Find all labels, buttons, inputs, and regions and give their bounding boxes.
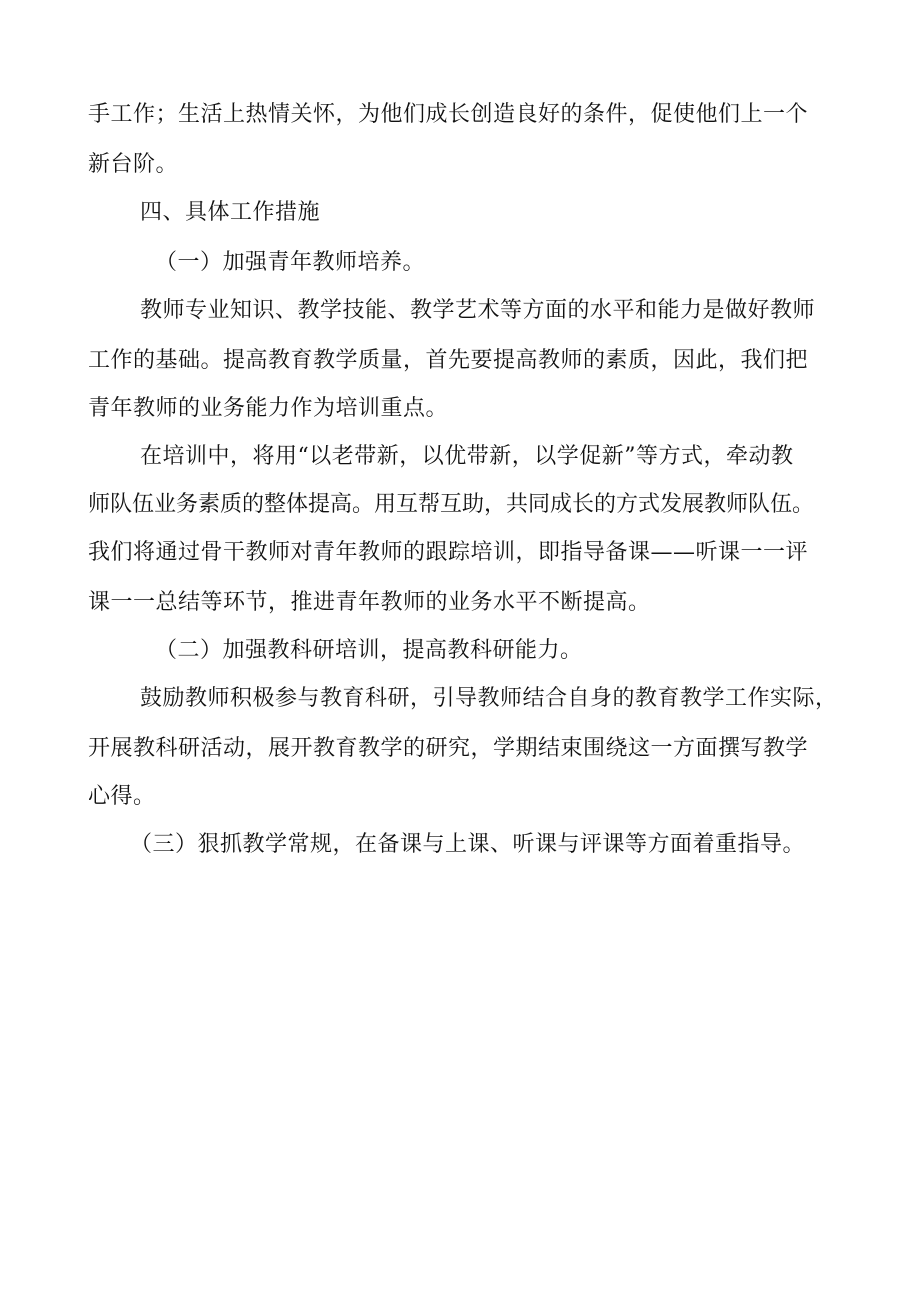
paragraph-line: 工作的基础。提高教育教学质量，首先要提高教师的素质，因此，我们把: [88, 348, 809, 373]
subsection-heading: （三）狠抓教学常规，在备课与上课、听课与评课等方面着重指导。: [130, 832, 806, 857]
paragraph-line: 我们将通过骨干教师对青年教师的跟踪培训，即指导备课——听课一一评: [88, 540, 809, 565]
paragraph-line: 在培训中，将用“以老带新，以优带新，以学促新”等方式，牵动教: [140, 444, 794, 469]
paragraph-line: 新台阶。: [88, 152, 179, 177]
paragraph-line: 开展教科研活动，展开教育教学的研究，学期结束围绕这一方面撰写教学: [88, 736, 809, 761]
paragraph-line: 鼓励教师积极参与教育科研，引导教师结合自身的教育教学工作实际，: [140, 686, 838, 711]
subsection-heading: （一）加强青年教师培养。: [155, 250, 426, 275]
paragraph-line: 教师专业知识、教学技能、教学艺术等方面的水平和能力是做好教师: [140, 298, 816, 323]
section-heading: 四、具体工作措施: [140, 200, 321, 225]
paragraph-line: 手工作；生活上热情关怀，为他们成长创造良好的条件，促使他们上一个: [88, 102, 809, 127]
paragraph-line: 师队伍业务素质的整体提高。用互帮互助，共同成长的方式发展教师队伍。: [88, 492, 815, 517]
subsection-heading: （二）加强教科研培训，提高教科研能力。: [155, 638, 583, 663]
paragraph-line: 课一一总结等环节，推进青年教师的业务水平不断提高。: [88, 590, 651, 615]
paragraph-line: 青年教师的业务能力作为培训重点。: [88, 396, 449, 421]
paragraph-line: 心得。: [88, 784, 156, 809]
